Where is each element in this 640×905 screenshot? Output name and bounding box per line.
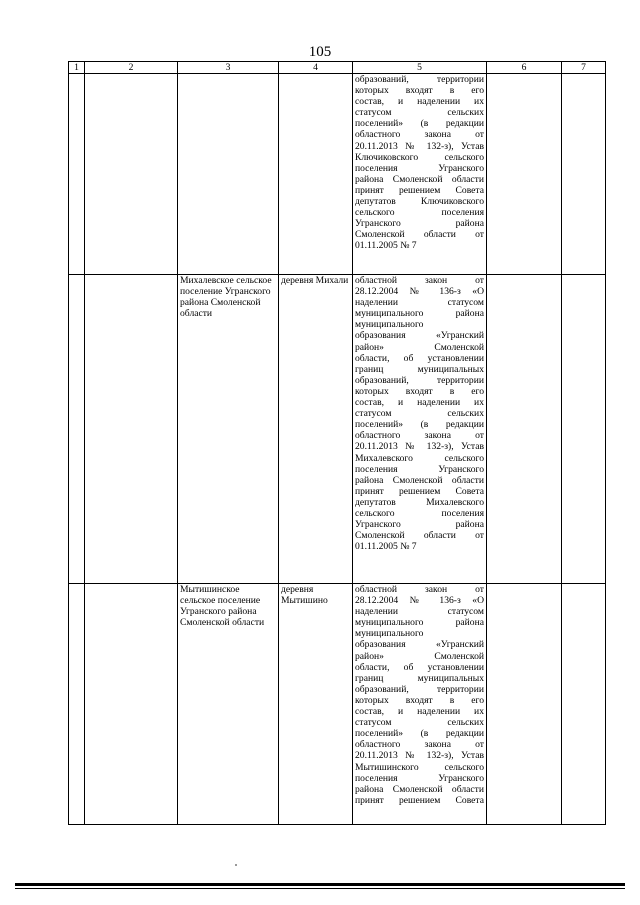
- law-text-line: Смоленской области от: [355, 229, 484, 241]
- law-text-line: которых входят в его: [355, 85, 484, 97]
- cell-col2: [85, 584, 178, 825]
- header-col-7: 7: [562, 62, 606, 74]
- law-text-line: 20.11.2013 № 132-з), Устав: [355, 140, 484, 152]
- law-text-line: Угранского района: [355, 218, 484, 230]
- table-row: [69, 275, 606, 584]
- header-row: [69, 62, 606, 74]
- cell-village: [279, 74, 353, 275]
- cell-col2: [85, 74, 178, 275]
- law-text-line: наделении статусом: [355, 297, 484, 309]
- law-text-line: состав, и наделении их: [355, 706, 484, 718]
- cell-col6: [487, 74, 562, 275]
- law-text-line: сельского поселения: [355, 207, 484, 219]
- cell-village: деревня Мытишино: [279, 584, 353, 825]
- law-text-line: статусом сельских: [355, 717, 484, 729]
- cell-col7: [562, 584, 606, 825]
- law-text-line: принят решением Совета: [355, 485, 484, 497]
- law-text-line: поселения Угранского: [355, 463, 484, 475]
- law-text-line: 28.12.2004 № 136-з «О: [355, 595, 484, 607]
- bottom-border-line: [15, 883, 625, 886]
- law-text-line: муниципального: [355, 319, 424, 331]
- law-text-line: области, об установлении: [355, 661, 484, 673]
- law-text-line: района Смоленской области: [355, 783, 484, 795]
- law-text-line: Мытишинского сельского: [355, 761, 484, 773]
- cell-village: деревня Михали: [279, 275, 353, 584]
- law-text-line: муниципального района: [355, 308, 484, 320]
- page-number: 105: [308, 44, 332, 60]
- law-text-line: муниципального района: [355, 617, 484, 629]
- law-text-line: которых входят в его: [355, 694, 484, 706]
- law-text-line: сельского поселения: [355, 507, 484, 519]
- table-row: [69, 74, 606, 275]
- law-text-line: депутатов Ключиковского: [355, 196, 484, 208]
- law-text-line: границ муниципальных: [355, 363, 484, 375]
- law-text-line: 01.11.2005 № 7: [355, 240, 417, 252]
- law-text-line: район» Смоленской: [355, 341, 484, 353]
- cell-col6: [487, 584, 562, 825]
- law-text-line: состав, и наделении их: [355, 397, 484, 409]
- law-text-line: образования «Угранский: [355, 330, 484, 342]
- law-text-line: поселений» (в редакции: [355, 728, 484, 740]
- law-text-line: границ муниципальных: [355, 672, 484, 684]
- header-col-1: 1: [69, 62, 85, 74]
- law-text-line: поселения Угранского: [355, 162, 484, 174]
- law-text-line: 28.12.2004 № 136-з «О: [355, 286, 484, 298]
- law-text-line: областного закона от: [355, 739, 484, 751]
- law-text-line: областной закон от: [355, 584, 484, 595]
- scan-speck: [235, 864, 237, 866]
- cell-number: [69, 74, 85, 275]
- law-text-line: наделении статусом: [355, 606, 484, 618]
- law-text-line: статусом сельских: [355, 107, 484, 119]
- law-text-line: поселений» (в редакции: [355, 419, 484, 431]
- law-text-line: района Смоленской области: [355, 474, 484, 486]
- law-text-line: образований, территории: [355, 74, 484, 85]
- cell-col2: [85, 275, 178, 584]
- law-text-line: областного закона от: [355, 430, 484, 442]
- law-text-line: Угранского района: [355, 519, 484, 531]
- law-text-line: 20.11.2013 № 132-з), Устав: [355, 441, 484, 453]
- law-text-line: поселений» (в редакции: [355, 118, 484, 130]
- law-text-line: 20.11.2013 № 132-з), Устав: [355, 750, 484, 762]
- header-col-6: 6: [487, 62, 562, 74]
- cell-settlement: [178, 74, 279, 275]
- cell-col7: [562, 74, 606, 275]
- law-text-line: которых входят в его: [355, 385, 484, 397]
- cell-number: [69, 584, 85, 825]
- cell-number: [69, 275, 85, 584]
- header-col-4: 4: [279, 62, 353, 74]
- law-text-line: Ключиковского сельского: [355, 151, 484, 163]
- law-text-line: поселения Угранского: [355, 772, 484, 784]
- cell-settlement: Мытишинское сельское поселение Угранского района Смоленской области: [178, 584, 279, 825]
- document-table: [68, 61, 606, 825]
- cell-settlement: Михалевское сельское поселение Угранского района Смоленской области: [178, 275, 279, 584]
- law-text-line: образований, территории: [355, 374, 484, 386]
- law-text-line: принят решением Совета: [355, 794, 484, 806]
- law-text-line: областного закона от: [355, 129, 484, 141]
- cell-col6: [487, 275, 562, 584]
- law-text-line: муниципального: [355, 628, 424, 640]
- table-row: [69, 584, 606, 825]
- bottom-border-line-thin: [15, 888, 625, 889]
- law-text-line: Михалевского сельского: [355, 452, 484, 464]
- cell-law-text: [353, 275, 487, 584]
- law-text-line: депутатов Михалевского: [355, 496, 484, 508]
- law-text-line: район» Смоленской: [355, 650, 484, 662]
- law-text-line: 01.11.2005 № 7: [355, 541, 417, 553]
- law-text-line: района Смоленской области: [355, 173, 484, 185]
- header-col-2: 2: [85, 62, 178, 74]
- header-col-3: 3: [178, 62, 279, 74]
- law-text-line: Смоленской области от: [355, 530, 484, 542]
- law-text-line: принят решением Совета: [355, 184, 484, 196]
- law-text-line: области, об установлении: [355, 352, 484, 364]
- law-text-line: образований, территории: [355, 683, 484, 695]
- law-text-line: состав, и наделении их: [355, 96, 484, 108]
- law-text-line: областной закон от: [355, 275, 484, 286]
- law-text-line: статусом сельских: [355, 408, 484, 420]
- cell-col7: [562, 275, 606, 584]
- cell-law-text: [353, 74, 487, 275]
- cell-law-text: [353, 584, 487, 825]
- header-col-5: 5: [353, 62, 487, 74]
- law-text-line: образования «Угранский: [355, 639, 484, 651]
